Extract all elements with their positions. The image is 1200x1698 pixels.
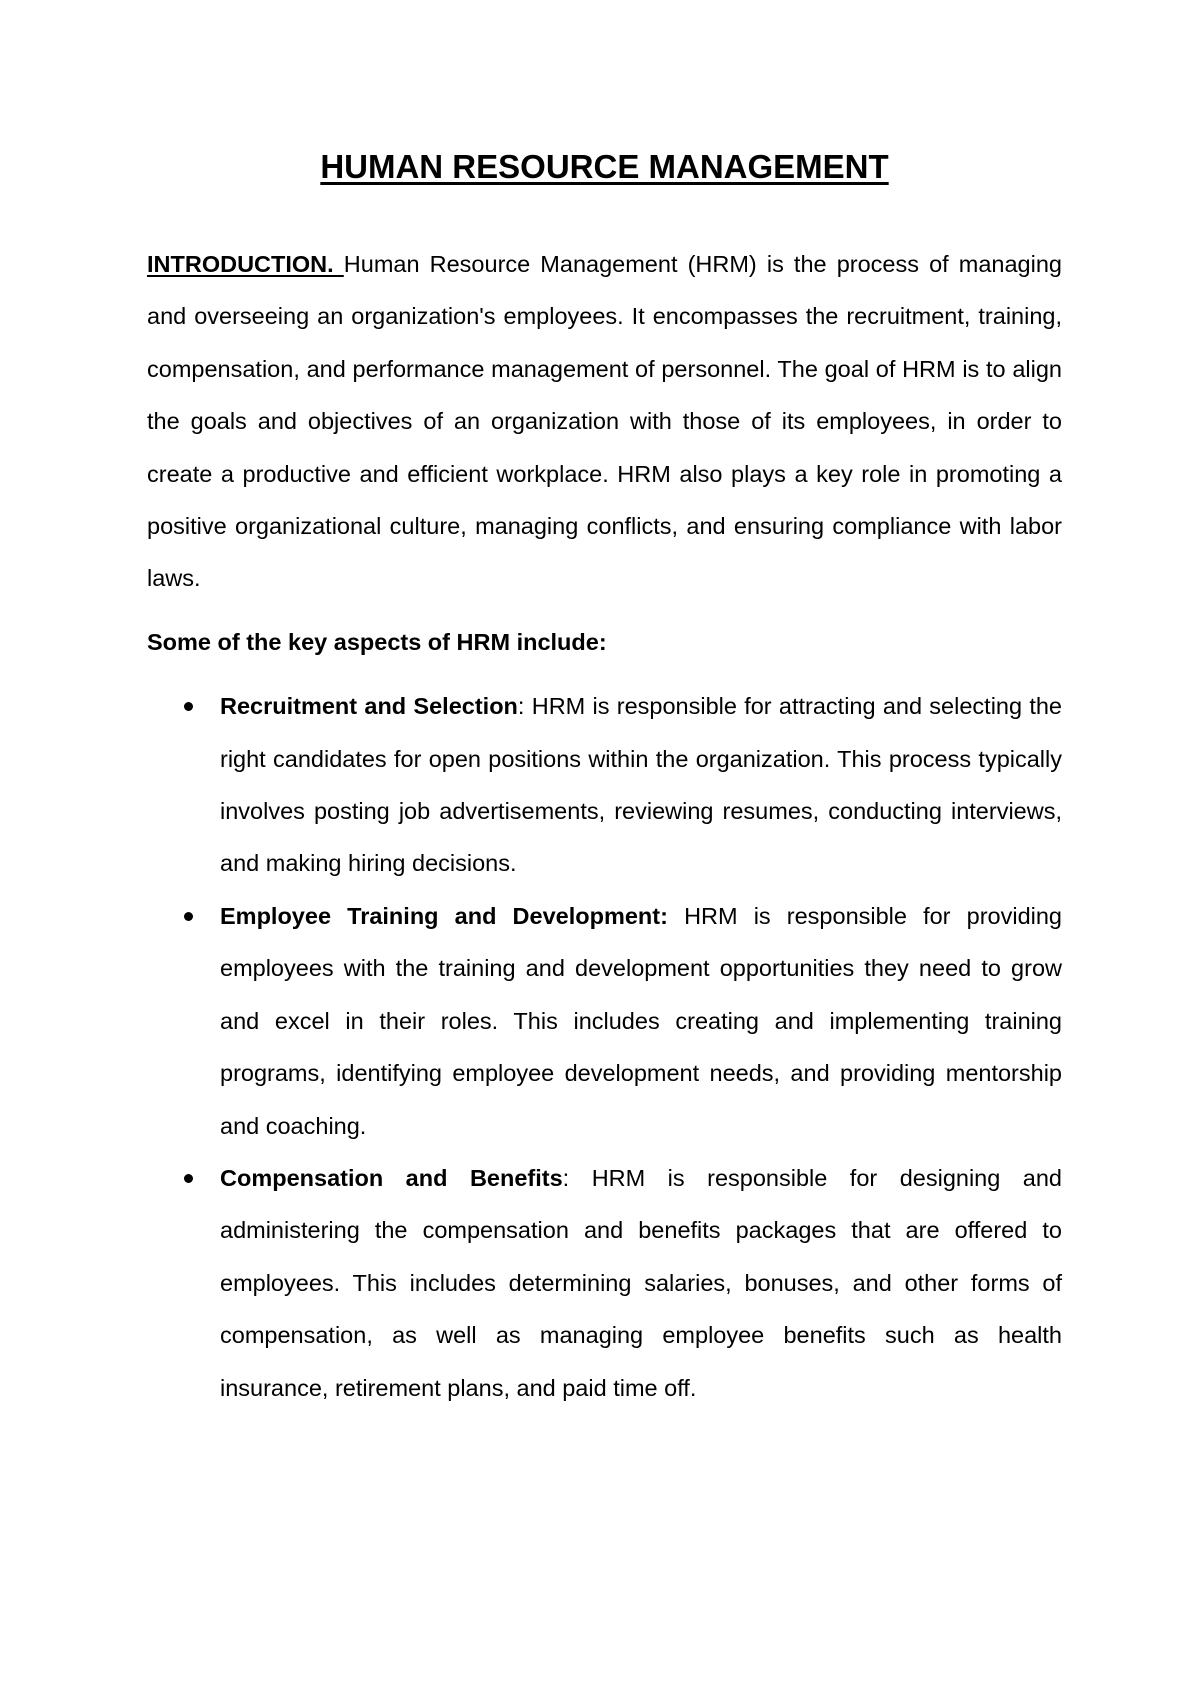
bullet-icon (184, 912, 193, 921)
aspect-separator: : (517, 693, 532, 720)
intro-label: INTRODUCTION. (147, 251, 344, 277)
bullet-icon (184, 1174, 193, 1183)
intro-paragraph (147, 238, 1062, 605)
aspect-text: HRM is responsible for providing employees with the training and development opportunities they need to grow and excel in their roles. This includes creating and implementing training programs, identifying employee development needs, and providing mentorship and coaching. (220, 902, 1062, 1139)
document-title: HUMAN RESOURCE MANAGEMENT (320, 148, 889, 185)
aspect-term: Recruitment and Selection (220, 693, 518, 720)
aspect-text: HRM is responsible for designing and administering the compensation and benefits packages that are offered to employees. This includes determining salaries, bonuses, and other forms of compensation, as well as managing employee benefits such as health insurance, retirement plans, and paid time off. (220, 1164, 1063, 1401)
bullet-icon (184, 702, 193, 711)
aspects-heading: Some of the key aspects of HRM include: (147, 628, 607, 655)
list-item (147, 890, 1062, 1152)
list-item (147, 1152, 1062, 1414)
aspects-list (147, 680, 1062, 1414)
list-item (147, 680, 1062, 890)
aspect-term: Compensation and Benefits (220, 1164, 563, 1191)
intro-text: Human Resource Management (HRM) is the process of managing and overseeing an organization's employees. It encompasses the recruitment, training, compensation, and performance management of personnel. The goal of HRM is to align the goals and objectives of an organization with those of its employees, in order to create a productive and efficient workplace. HRM also plays a key role in promoting a positive organizational culture, managing conflicts, and ensuring compliance with labor laws. (147, 251, 1062, 592)
aspect-term: Employee Training and Development: (220, 902, 668, 929)
aspect-text: HRM is responsible for attracting and selecting the right candidates for open positions within the organization. This process typically involves posting job advertisements, reviewing resumes, conducting interviews, and making hiring decisions. (220, 693, 1062, 877)
aspect-separator: : (562, 1164, 592, 1191)
aspect-separator (668, 903, 684, 929)
